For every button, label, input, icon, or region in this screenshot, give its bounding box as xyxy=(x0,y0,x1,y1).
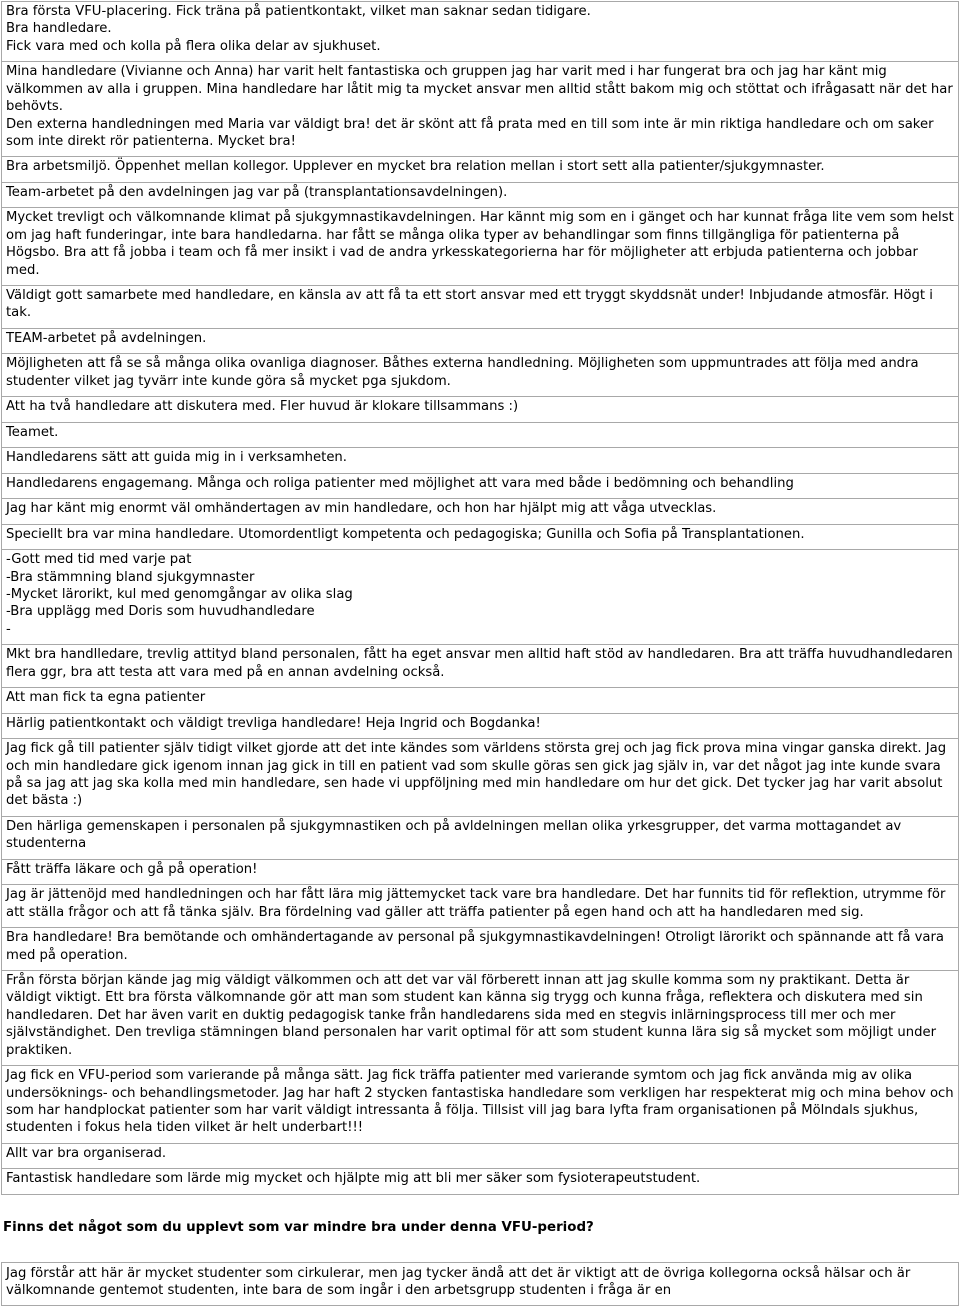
response-row: Jag förstår att här är mycket studenter som cirkulerar, men jag tycker ändå att det är viktigt att de övriga kollegorna också hälsar och är välkomnande gentemot studenten, inte bara de som ingår i den arbetsgrupp studenten i fråga är en xyxy=(6,1266,915,1299)
response-row: Jag fick en VFU-period som varierande på många sätt. Jag fick träffa patienter med varierande symtom och jag fick använda mig av olika undersöknings- och behandlingsmetoder. Jag har haft 2 stycken fantastiska handledare som verkligen har respekterat mig och mina behov och som har handplockat patienter som har varit väldigt intressanta å följa. Tillsist vill jag bara lyfta fram organisationen på Mölndals sjukhus, studenten i fokus hela tiden vilket är helt underbart!!! xyxy=(2,1065,958,1143)
response-row: Allt var bra organiserad. xyxy=(2,1143,958,1168)
response-row: Mkt bra handlledare, trevlig attityd bland personalen, fått ha eget ansvar men alltid haft stöd av handledaren. Bra att träffa huvudhandledaren flera ggr, bra att testa att vara med på en annan avdelning också. xyxy=(2,644,958,687)
question-heading: Finns det något som du upplevt som var mindre bra under denna VFU-period? xyxy=(3,1220,594,1235)
response-row: Den härliga gemenskapen i personalen på sjukgymnastiken och på avldelningen mellan olika yrkesgrupper, det varma mottagandet av studenterna xyxy=(2,816,958,859)
response-row: Bra första VFU-placering. Fick träna på patientkontakt, vilket man saknar sedan tidigare. Bra handledare. Fick vara med och kolla på flera olika delar av sjukhuset. xyxy=(6,4,591,54)
negative-responses-table xyxy=(1,1262,959,1306)
response-row: TEAM-arbetet på avdelningen. xyxy=(2,328,958,353)
response-row: -Gott med tid med varje pat -Bra stämmning bland sjukgymnaster -Mycket lärorikt, kul med genomgångar av olika slag -Bra upplägg med Doris som huvudhandledare - xyxy=(2,549,958,644)
response-row: Teamet. xyxy=(2,422,958,447)
response-row: Bra handledare! Bra bemötande och omhändertagande av personal på sjukgymnastikavdelningen! Otroligt lärorikt och spännande att få vara med på operation. xyxy=(2,927,958,970)
response-row: Fantastisk handledare som lärde mig mycket och hjälpte mig att bli mer säker som fysioterapeutstudent. xyxy=(2,1168,958,1193)
response-row: Mycket trevligt och välkomnande klimat på sjukgymnastikavdelningen. Har kännt mig som en i gänget och har kunnat fråga lite vem som helst om jag haft funderingar, inte bara handledarna. har fått se många olika typer av behandlingar som finns tillgängliga för patienterna på Högsbo. Bra att få jobba i team och få mer insikt i vad de andra yrkesskategorierna har för möjligheter att erbjuda patienterna och jobbar med. xyxy=(2,207,958,285)
response-row: Väldigt gott samarbete med handledare, en känsla av att få ta ett stort ansvar med ett tryggt skyddsnät under! Inbjudande atmosfär. Högt i tak. xyxy=(2,285,958,328)
response-row: Team-arbetet på den avdelningen jag var på (transplantationsavdelningen). xyxy=(2,182,958,207)
response-row: Handledarens engagemang. Många och roliga patienter med möjlighet att vara med både i bedömning och behandling xyxy=(2,473,958,498)
response-row: Jag är jättenöjd med handledningen och har fått lära mig jättemycket tack vare bra handledare. Det har funnits tid för reflektion, utrymme för att ställa frågor och att få tänka själv. Bra fördelning vad gäller att träffa patienter på egen hand och att ha handledaren med sig. xyxy=(2,884,958,927)
response-row: Mina handledare (Vivianne och Anna) har varit helt fantastiska och gruppen jag har varit med i har fungerat bra och jag har känt mig välkommen av alla i gruppen. Mina handledare har låtit mig ta mycket ansvar men alltid stått bakom mig och stöttat och ifrågasatt när det har behövts. Den externa handledningen med Maria var väldigt bra! det är skönt att få prata med en till som inte är min riktiga handledare och om saker som inte direkt rör patienterna. Mycket bra! xyxy=(2,61,958,156)
response-row: Fått träffa läkare och gå på operation! xyxy=(2,859,958,884)
response-row: Speciellt bra var mina handledare. Utomordentligt kompetenta och pedagogiska; Gunilla och Sofia på Transplantationen. xyxy=(2,524,958,549)
response-row: Handledarens sätt att guida mig in i verksamheten. xyxy=(2,447,958,472)
response-row: Härlig patientkontakt och väldigt trevliga handledare! Heja Ingrid och Bogdanka! xyxy=(2,713,958,738)
response-row: Att ha två handledare att diskutera med. Fler huvud är klokare tillsammans :) xyxy=(2,396,958,421)
response-row: Från första början kände jag mig väldigt välkommen och att det var väl förberett innan att jag skulle komma som ny praktikant. Detta är väldigt viktigt. Ett bra första välkomnande gör att man som student kan känna sig trygg och kunna fråga, reflektera och diskutera med sin handledaren. Det har även varit en duktig pedagogisk tanke från handledarens sida med en stegvis inlärningsprocess till mer och mer självständighet. Den trevliga stämningen bland personalen har varit optimal för att som student kunna lära sig så mycket som möjligt under praktiken. xyxy=(2,970,958,1065)
positive-responses-table xyxy=(1,1,959,1195)
response-row: Bra arbetsmiljö. Öppenhet mellan kollegor. Upplever en mycket bra relation mellan i stort sett alla patienter/sjukgymnaster. xyxy=(2,156,958,181)
response-row: Att man fick ta egna patienter xyxy=(2,687,958,712)
response-row: Möjligheten att få se så många olika ovanliga diagnoser. Båthes externa handledning. Möjligheten som uppmuntrades att följa med andra studenter vilket jag tyvärr inte kunde göra så mycket pga sjukdom. xyxy=(2,353,958,396)
response-row: Jag har känt mig enormt väl omhändertagen av min handledare, och hon har hjälpt mig att våga utvecklas. xyxy=(2,498,958,523)
response-row: Jag fick gå till patienter själv tidigt vilket gjorde att det inte kändes som världens största grej och jag fick prova mina vingar ganska direkt. Jag och min handledare gick igenom innan jag gick in till en patient vad som skulle göras sen gick jag själv in, var det något jag inte kunde svara på sa jag att jag ska kolla med min handledare, sen hade vi uppföljning med min handledare om hur det gick. Det tycker jag har varit absolut det bästa :) xyxy=(2,738,958,816)
